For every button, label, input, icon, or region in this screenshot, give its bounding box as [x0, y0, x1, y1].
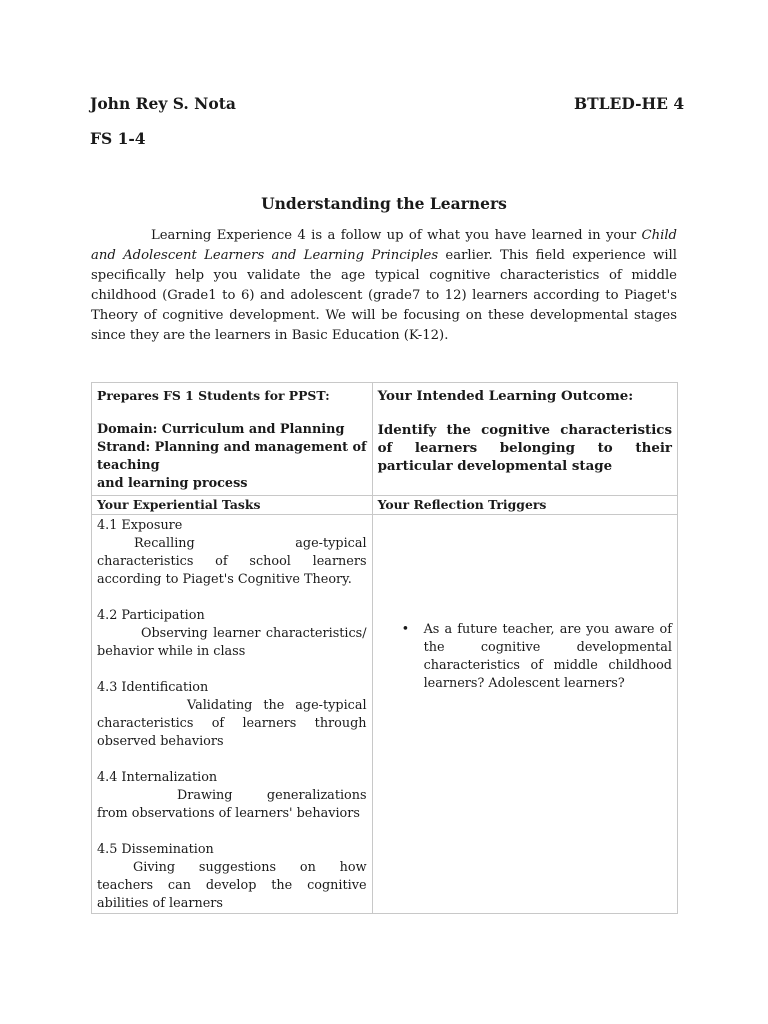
tasks-cell: [92, 515, 373, 914]
intro-italic-text: Child and Adolescent Learners and Learning Principles: [91, 228, 677, 263]
task-title: 4.1 Exposure: [97, 518, 183, 533]
task-title: 4.4 Internalization: [97, 770, 218, 785]
task-description: Recalling age-typical characteristics of school learners according to Piaget's Cognitive Theory.: [97, 536, 367, 587]
task-title: 4.2 Participation: [97, 608, 205, 623]
ppst-heading: Prepares FS 1 Students for PPST:: [97, 388, 330, 403]
task-item: [97, 841, 367, 913]
task-description: Validating the age-typical characteristics of learners through observed behaviors: [97, 698, 367, 749]
intro-text-2: earlier. This field experience will specifically help you validate the age typical cognitive characteristics of middle childhood (Grade1 to 6) and adolescent (grade7 to 12) learners according to Piaget's Theory of cognitive development. We will be focusing on these developmental stages since they are the learners in Basic Education (K-12).: [91, 248, 677, 343]
table-row-ppst: [92, 383, 678, 496]
task-title: 4.3 Identification: [97, 680, 209, 695]
tasks-column-header: Your Experiential Tasks: [92, 496, 373, 515]
page-title: Understanding the Learners: [261, 194, 507, 213]
field-experience-table: [91, 382, 678, 914]
intro-paragraph: [91, 226, 677, 346]
trigger-bullet-item: [378, 621, 672, 693]
intro-text-1: Learning Experience 4 is a follow up of what you have learned in your: [151, 228, 642, 243]
trigger-text: As a future teacher, are you aware of the cognitive developmental characteristics of middle childhood learners? Adolescent learners?: [423, 622, 672, 691]
outcome-text: Identify the cognitive characteristics of learners belonging to their particular developmental stage: [377, 422, 672, 474]
outcome-cell: [372, 383, 677, 496]
triggers-column-header: Your Reflection Triggers: [372, 496, 677, 515]
task-description: Observing learner characteristics/ behavior while in class: [97, 626, 367, 659]
bullet-icon: •: [401, 622, 410, 637]
task-item: [97, 679, 367, 751]
strand-label: Strand: Planning and management of teaching: [97, 440, 367, 473]
domain-label: Domain: Curriculum and Planning: [97, 422, 345, 437]
outcome-heading: Your Intended Learning Outcome:: [377, 388, 634, 404]
table-row-tasks: [92, 515, 678, 914]
task-item: [97, 517, 367, 589]
task-description: Drawing generalizations from observations of learners' behaviors: [97, 788, 367, 821]
task-title: 4.5 Dissemination: [97, 842, 214, 857]
task-item: [97, 607, 367, 661]
ppst-cell: [92, 383, 373, 496]
table-header-row: [92, 496, 678, 515]
triggers-cell: [372, 515, 677, 914]
fs-code: FS 1-4: [90, 129, 146, 148]
task-description: Giving suggestions on how teachers can develop the cognitive abilities of learners: [97, 860, 367, 911]
task-item: [97, 769, 367, 823]
student-name: John Rey S. Nota: [90, 94, 236, 113]
course-code: BTLED-HE 4: [574, 94, 685, 113]
strand-label-continued: and learning process: [97, 476, 248, 491]
